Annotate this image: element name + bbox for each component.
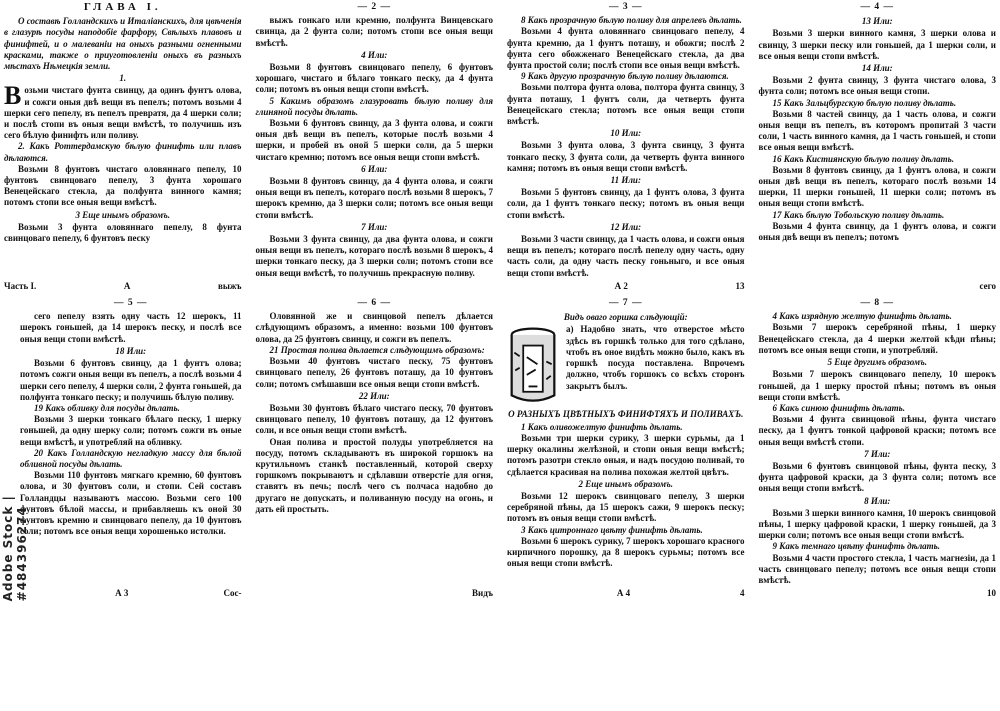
page-header: — 6 — <box>357 298 391 309</box>
subheading: 1. <box>119 73 127 84</box>
subheading: Видъ оваго горшка слѣдующій: <box>563 312 688 323</box>
paragraph: Возьми 6 шерокъ сурику, 7 шерокъ хорошаго красного кирпичного порошку, да 8 шерокъ сурьмы; потомъ все оныя вещи стопи вмѣстѣ. <box>507 535 745 569</box>
signature-left: Часть I. <box>4 280 37 291</box>
paragraph: Возьми 110 фунтовъ мягкаго кремню, 60 фунтовъ олова, и 30 фунтовъ соли, и стопи. Сей составъ Голландцы называютъ массою. Возьми сего 100 фунтовъ бѣлой массы, и прибавляешь къ оной 30 фунтовъ кремню и свинцоваго пепелу, да 10 фунтовъ соли; потомъ все оныя вещи хорошенько истолки. <box>20 470 242 537</box>
catchword: 10 <box>987 588 996 599</box>
page-header: — 7 — <box>609 298 643 309</box>
page-header: ГЛАВА I. <box>83 1 162 13</box>
paragraph-text: а) Надобно знать, что отверстое мѣсто здѣсь въ горшкѣ только для того сдѣлано, чтобъ въ оное видѣть можно было, какъ въ горшкѣ посуда поставлена. Впрочемъ должно, чтобъ горшокъ со всѣхъ сторонъ закрытъ былъ. <box>566 324 745 391</box>
section-heading: 4 Какъ изрядную желтую финифть дѣлать. <box>772 311 952 322</box>
subheading: 2 Еще инымъ образомъ. <box>578 478 674 489</box>
paragraph: Возьми 8 фунтовъ чистаго оловяннаго пепелу, 10 фунтовъ свинцоваго пепелу, 3 фунта хорошаго Венецейскаго стекла, да полфунта винного камня; потомъ стопи все оныя вещи вмѣстѣ. <box>4 163 242 208</box>
paragraph <box>4 81 242 141</box>
subheading: 8 Или: <box>864 495 891 506</box>
drop-capital: В <box>4 81 22 111</box>
subheading: 22 Или: <box>358 390 390 401</box>
paragraph: Возьми 3 фунта оловяннаго пепелу, 8 фунта свинцоваго пепелу, 6 фунтовъ песку <box>4 221 242 244</box>
paragraph: Возьми 4 фунта оловяннаго свинцоваго пепелу, 4 фунта кремню, да 1 фунтъ поташу, и обожги; послѣ 2 фунта сего обожженаго Венецейскаго стекла, да два фунта простой соли; послѣ стопи все оныя вещи вмѣстѣ. <box>507 26 745 71</box>
section-heading: О составѣ Голландскихъ и Италіанскихъ, для цвѣченія в глазурѣ посуды наподобіе фарфору, Свѣлыхъ плавовъ и финифтей, и о малеваніи на оныхъ разными огненными красками, также о приуготовленіи оныхъ въ разныхъ мѣстахъ Нѣмецкія земли. <box>4 16 242 72</box>
subheading: 11 Или: <box>610 175 641 186</box>
paragraph: Возьми 6 фунтовъ свинцу, да 1 фунтъ олова; потомъ сожги оныя вещи въ пепелъ, а послѣ возьми 4 шерки сего пепелу, 4 шерки соли, 2 фунта гоньшей, да полфунта тонкаго песку; и получишь бѣлую поливу. <box>20 358 242 402</box>
section-heading: 17 Какъ бѣлую Тобольскую поливу дѣлать. <box>772 209 945 220</box>
subheading: 10 Или: <box>610 128 642 139</box>
subheading: 7 Или: <box>361 221 388 232</box>
paragraph: Возьми 7 шерокъ свинцоваго пепелу, 10 шерокъ гоньшей, да 1 шерку простой пѣны; потомъ въ оныя вещи стопи вмѣстѣ. <box>758 369 996 402</box>
section-heading: 1 Какъ оливожелтую финифть дѣлать. <box>521 421 683 432</box>
paragraph: Возьми 8 фунтовъ свинцу, да 4 фунта олова, и сожги оныя вещи въ пепелъ, котораго послѣ возьми 8 шерокъ, 7 шерокъ кремню, да 3 шерки соли; потомъ все оныя вещи стопи вмѣстѣ. <box>255 176 493 220</box>
pot-illustration <box>507 326 559 406</box>
page-footer <box>759 279 997 292</box>
paragraph: Возьми 2 фунта свинцу, 3 фунта чистаго олова, 3 фунта соли; потомъ все оныя вещи стопи. <box>758 75 996 97</box>
book-page <box>759 298 997 599</box>
book-page <box>4 2 242 292</box>
subheading: О РАЗНЫХЪ ЦВѢТНЫХЪ ФИНИФТЯХЪ И ПОЛИВАХЪ. <box>508 409 744 420</box>
section-heading: 5 Какимъ образомъ глазуровать бѣлую поливу для глиняной посуды дѣлать. <box>255 95 493 117</box>
section-heading: 8 Какъ прозрачную бѣлую поливу для апрелевъ дѣлать. <box>521 15 742 26</box>
subheading: 4 Или: <box>361 49 388 60</box>
page-footer <box>4 279 242 292</box>
book-page <box>759 2 997 292</box>
paragraph: Возьми 6 фунтовъ свинцу, да 3 фунта олова, и сожги оныя двѣ вещи въ пепелъ, которые послѣ возьми 4 шерки, и пробей въ оной 5 шерки соли, да 5 шерки чистаго кремню; потомъ все оныя вещи стопи вмѣстѣ. <box>255 118 493 162</box>
section-heading: 9 Какъ темнаго цвѣту финифть дѣлать. <box>772 541 941 552</box>
subheading: 12 Или: <box>610 221 642 232</box>
paragraph: Возьми 40 фунтовъ чистаго песку, 75 фунтовъ свинцоваго пепелу, 26 фунтовъ поташу, да 10 фунтовъ соли; потомъ смѣшавши все оныя вещи стопи вмѣстѣ. <box>255 356 493 389</box>
subheading: 5 Еще другимъ образомъ. <box>827 357 928 368</box>
page-header: — 2 — <box>357 2 391 12</box>
illustrated-note <box>507 324 745 408</box>
paragraph: Возьми 8 фунтовъ свинцоваго пепелу, 6 фунтовъ хорошаго, чистаго и бѣлаго тонкаго песку, да 4 фунта соли; потомъ въ оныя вещи стопи вмѣстѣ. <box>255 62 493 95</box>
paragraph: Возьми 4 фунта свинцу, да 1 фунтъ олова, и сожги оныя двѣ вещи въ пепелъ; потомъ <box>758 220 996 243</box>
signature-mark: А 2 <box>614 280 628 291</box>
catchword: выжъ <box>217 280 242 291</box>
subheading: 18 Или: <box>115 345 147 356</box>
page-footer <box>507 586 745 599</box>
catchword: сего <box>979 280 996 291</box>
page-footer <box>507 279 745 292</box>
section-heading: 15 Какъ Зальцбургскую бѣлую поливу дѣлать. <box>772 97 957 108</box>
paragraph: Возьми 8 фунтовъ свинцу, да 1 фунтъ олова, и сожги оныя двѣ вещи въ пепелъ, котораго послѣ возьми 14 шерки, 11 шерки гоньшей, 11 шерки соли; потомъ въ оныя вещи стопи вмѣстѣ. <box>758 164 996 209</box>
paragraph: Возьми 8 частей свинцу, да 1 часть олова, и сожги оныя вещи въ пепелъ, въ которомъ пропитай 3 части соли, 1 часть винного камня, да 1 часть гоньшей, и стопи все оныя вещи вмѣстѣ. <box>758 108 996 153</box>
subheading: 6 Или: <box>361 163 388 174</box>
section-heading: 16 Какъ Кистиянскую бѣлую поливу дѣлать. <box>772 153 954 164</box>
paragraph: Возьми 30 фунтовъ бѣлаго чистаго песку, 70 фунтовъ свинцоваго пепелу, 10 фунтовъ поташу, да 12 фунтовъ соли, и все оныя вещи стопи вмѣстѣ. <box>255 402 493 436</box>
paragraph: Возьми 4 части простого стекла, 1 часть магнезіи, да 1 часть свинцоваго пепелу; потомъ все оныя вещи стопи вмѣстѣ. <box>758 552 996 585</box>
subheading: 3 Еще инымъ образомъ. <box>75 209 171 220</box>
paragraph: Возьми 12 шерокъ свинцоваго пепелу, 3 шерки серебряной пѣны, да 15 шерокъ сажи, 9 шерокъ песку; потомъ въ оныя вещи стопи вмѣстѣ. <box>507 490 745 524</box>
book-page <box>4 298 242 599</box>
page-header: — 8 — <box>860 298 894 309</box>
page-header: — 3 — <box>609 2 643 12</box>
section-heading: 9 Какъ другую прозрачную бѣлую поливу дѣлаются. <box>521 71 729 82</box>
paragraph: Возьми 3 шерки тонкаго бѣлаго песку, 1 шерку гоньшей, да одну шерку соли; потомъ сожги въ оные вещи вмѣстѣ, и употребляй на обливку. <box>20 414 242 447</box>
page-footer <box>256 586 494 599</box>
page-footer <box>759 586 997 599</box>
catchword: Сос- <box>223 588 242 599</box>
section-heading: 19 Какъ обливку для посуды дѣлать. <box>34 402 180 413</box>
paragraph: Возьми полтора фунта олова, полтора фунта свинцу, 3 фунта поташу, 1 фунтъ соли, да четверть фунта Венецейскаго стекла; потомъ все оныя вещи стопи вмѣстѣ. <box>507 82 745 127</box>
paragraph: Оная полива и простой полуды употребляется на посуду, потомъ складываютъ въ широкой горшокъ на крутильномъ станкѣ поставленный, которой сверху горшкомъ покрываютъ и сдѣлавши отверстіе для огня, ставятъ въ печь; послѣ чего съ полчаса надобно до другаго не допускать, и поливанную посуду на огонь, и дать ей простыть. <box>255 436 493 514</box>
section-heading: 6 Какъ синюю финифть дѣлать. <box>772 402 905 413</box>
book-page <box>256 2 494 292</box>
paragraph: Оловянной же и свинцовой пепелъ дѣлается слѣдующимъ образомъ, а именно: возьми 100 фунтовъ олова, да 25 фунтовъ свинцу, и сожги въ пепелъ. <box>255 311 493 344</box>
section-heading: 20 Какъ Голландскую негладкую массу для бѣлой обливной посуды дѣлать. <box>20 447 242 469</box>
section-heading: 2. Какъ Роттердамскую бѣлую финифть или плавъ дѣлаются. <box>4 141 242 163</box>
paragraph: Возьми 3 фунта свинцу, да два фунта олова, и сожги оныя вещи въ пепелъ, котораго послѣ возьми 8 шерокъ, 4 шерки тонкаго песку, да 3 шерки соли; потомъ стопи все оныя вещи вмѣстѣ, то получишь прекрасную поливу. <box>255 234 493 278</box>
paragraph: Возьми 3 шерки винного камня, 3 шерки олова и свинцу, 3 шерки песку или гоньшей, да 1 шерки соли, и все оныя вещи стопи вмѣстѣ. <box>758 28 996 61</box>
watermark: Adobe Stock | #484396274 <box>1 495 29 602</box>
subheading: 13 Или: <box>861 16 893 27</box>
signature-mark: А 3 <box>115 588 129 599</box>
book-page <box>256 298 494 599</box>
subheading: 7 Или: <box>864 448 891 459</box>
book-page <box>507 298 745 599</box>
paragraph: Возьми 7 шерокъ серебряной пѣны, 1 шерку Венецейскаго стекла, да 4 шерки желтой кѣди пѣны; потомъ все оныя вещи стопи, и употребляй. <box>758 322 996 355</box>
paragraph: Возьми 4 фунта свинцовой пѣны, фунта чистаго песку, да 1 фунтъ тонкой цафровой краски; потомъ все оныя вещи вмѣстѣ стопи. <box>758 414 996 447</box>
paragraph: Возьми 5 фунтовъ свинцу, да 1 фунтъ олова, 3 фунта соли, да 1 фунтъ тонкаго песку; потомъ въ оныя вещи стопи вмѣстѣ. <box>507 187 745 220</box>
paragraph-text: озьми чистаго фунта свинцу, да одинъ фунтъ олова, и сожги оныя двѣ вещи въ пепелъ; потомъ возьми 4 шерки сего пепелу, въ пепелъ превратя, да 4 шерки соли; и послѣ стопи въ оныя вещи вмѣстѣ, то получишь изъ сего бѣлую финифть или поливу. <box>4 85 242 141</box>
page-footer <box>256 290 494 292</box>
paragraph: Возьми 3 шерки винного камня, 10 шерокъ свинцовой пѣны, 1 шерку цафровой краски, 1 шерку гоньшей, да 3 шерки соли; потомъ все оныя вещи стопи вмѣстѣ. <box>758 507 996 541</box>
paragraph: сего пепелу взять одну часть 12 шерокъ, 11 шерокъ гоньшей, да 14 шерокъ песку, и послѣ все оныя вещи стопи вмѣстѣ. <box>20 311 242 344</box>
book-page <box>507 2 745 292</box>
subheading: 14 Или: <box>861 63 893 74</box>
section-heading: 21 Простая полива дѣлается слѣдующимъ образомъ: <box>269 344 485 355</box>
section-heading: 3 Какъ цитроннаго цвѣту финифть дѣлать. <box>521 524 703 535</box>
paragraph: Возьми 3 части свинцу, да 1 часть олова, и сожги оныя вещи въ пепелъ; котораго послѣ пепелу одну часть, одну часть соли, да одну часть песку гоньныго, и все оныя вещи стопи вмѣстѣ. <box>507 234 745 278</box>
signature-mark: А <box>123 280 131 291</box>
catchword: 13 <box>735 280 745 291</box>
page-footer <box>20 586 242 599</box>
catchword: Видъ <box>472 588 493 599</box>
catchword: 4 <box>740 588 745 599</box>
signature-mark: А 4 <box>616 588 631 599</box>
paragraph: выжъ гонкаго или кремню, полфунта Винцевскаго свинца, да 2 фунта соли; потомъ стопи все оныя вещи вмѣстѣ. <box>255 15 493 48</box>
paragraph: Возьми три шерки сурику, 3 шерки сурьмы, да 1 шерку окалины желѣзной, и стопи оныя вещи вмѣстѣ; потомъ разотри стекло оныя, и надъ посудою поливай, то сдѣлается красивая на полива похожая желтой цвѣтъ. <box>507 432 745 477</box>
page-header: — 4 — <box>860 2 894 12</box>
paragraph: Возьми 6 фунтовъ свинцовой пѣны, фунта песку, 3 фунта цафровой краски, да 3 фунта соли; потомъ все оныя вещи стопи вмѣстѣ. <box>758 460 996 494</box>
page-header: — 5 — <box>114 298 148 309</box>
paragraph: Возьми 3 фунта олова, 3 фунта свинцу, 3 фунта тонкаго песку, 3 фунта соли, да четверть фунта винного камня; потомъ въ оныя вещи стопи вмѣстѣ. <box>507 140 745 173</box>
